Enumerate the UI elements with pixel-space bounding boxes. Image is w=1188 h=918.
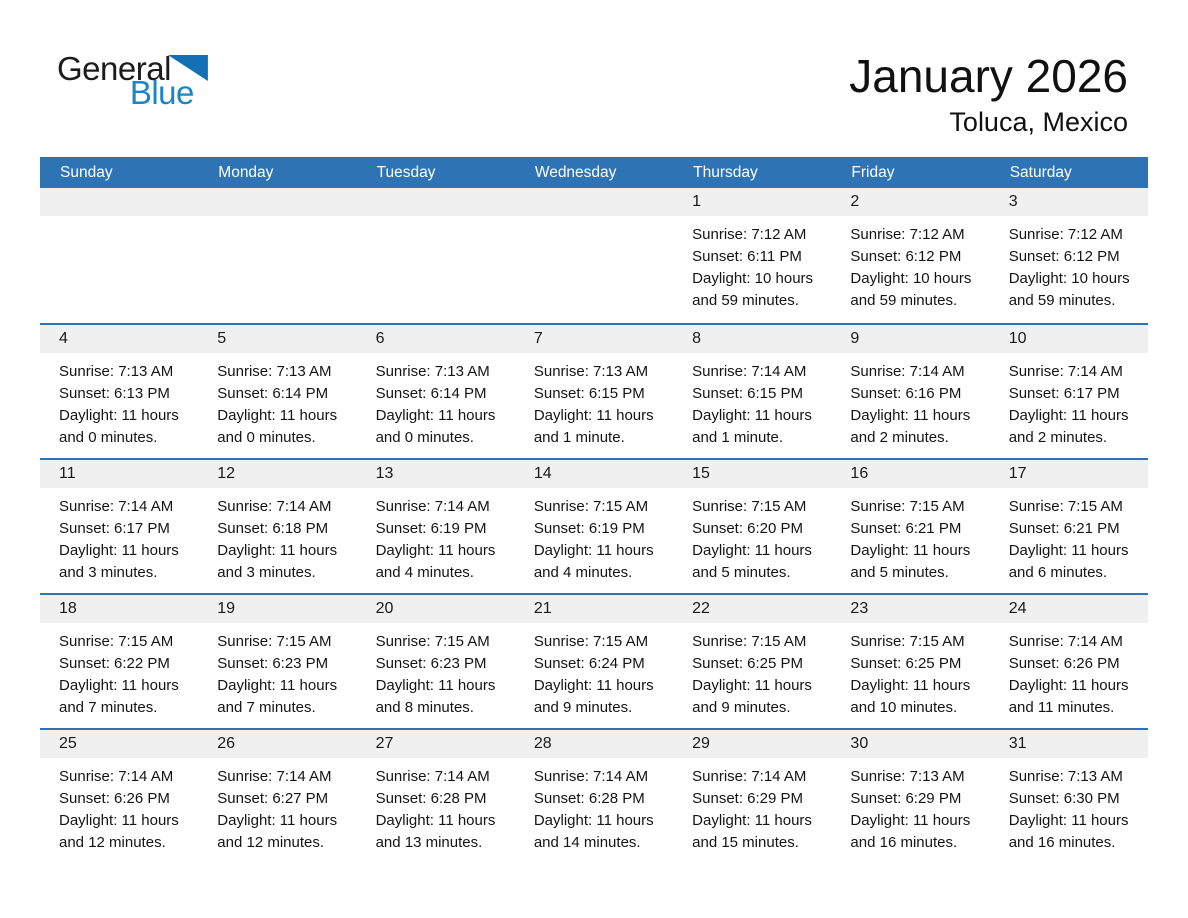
day-number: 1 xyxy=(673,188,831,216)
sunrise-line: Sunrise: 7:13 AM xyxy=(850,768,965,785)
day-number xyxy=(515,188,673,216)
weekday-header-saturday: Saturday xyxy=(1009,163,1072,181)
page-title: January 2026 xyxy=(849,50,1128,102)
sunrise-line: Sunrise: 7:14 AM xyxy=(692,768,807,785)
daylight-hours-line: Daylight: 11 hours xyxy=(217,677,338,694)
sunrise-line: Sunrise: 7:12 AM xyxy=(1008,226,1123,243)
sunset-line: Sunset: 6:26 PM xyxy=(59,790,170,807)
day-details xyxy=(831,623,989,719)
title-block xyxy=(849,52,1148,138)
daylight-minutes-line: and 9 minutes. xyxy=(533,699,633,716)
daylight-minutes-line: and 59 minutes. xyxy=(850,292,958,309)
day-cell-23 xyxy=(831,595,989,728)
daylight-hours-line: Daylight: 11 hours xyxy=(850,407,971,424)
day-details xyxy=(198,353,356,449)
day-cell-25 xyxy=(40,730,198,863)
logo-text-blue: Blue xyxy=(129,74,194,111)
daylight-hours-line: Daylight: 11 hours xyxy=(59,407,179,424)
sunrise-line: Sunrise: 7:14 AM xyxy=(217,498,332,515)
sunrise-line: Sunrise: 7:13 AM xyxy=(59,363,174,380)
daylight-hours-line: Daylight: 11 hours xyxy=(217,407,338,424)
sunrise-line: Sunrise: 7:14 AM xyxy=(1008,633,1123,650)
sunrise-line: Sunrise: 7:15 AM xyxy=(1008,498,1123,515)
day-number: 25 xyxy=(40,730,198,758)
sunrise-line: Sunrise: 7:14 AM xyxy=(692,363,807,380)
day-number: 2 xyxy=(831,188,989,216)
day-cell-28 xyxy=(515,730,673,863)
sunrise-line: Sunrise: 7:14 AM xyxy=(850,363,965,380)
daylight-minutes-line: and 9 minutes. xyxy=(692,699,791,716)
daylight-hours-line: Daylight: 11 hours xyxy=(850,812,971,829)
day-details xyxy=(198,488,356,584)
day-number: 15 xyxy=(673,460,831,488)
daylight-minutes-line: and 1 minute. xyxy=(533,429,625,446)
day-cell-19 xyxy=(198,595,356,728)
day-details xyxy=(515,353,673,449)
day-number: 13 xyxy=(357,460,515,488)
week-row-5 xyxy=(40,728,1148,863)
daylight-hours-line: Daylight: 11 hours xyxy=(217,812,338,829)
daylight-hours-line: Daylight: 10 hours xyxy=(692,270,814,287)
daylight-hours-line: Daylight: 11 hours xyxy=(375,407,496,424)
daylight-minutes-line: and 59 minutes. xyxy=(692,292,799,309)
day-cell-3 xyxy=(990,188,1148,323)
sunrise-line: Sunrise: 7:15 AM xyxy=(375,633,490,650)
sunset-line: Sunset: 6:29 PM xyxy=(850,790,962,807)
day-details xyxy=(515,758,673,854)
daylight-minutes-line: and 5 minutes. xyxy=(850,564,949,581)
sunrise-line: Sunrise: 7:14 AM xyxy=(217,768,332,785)
day-details xyxy=(831,216,989,312)
day-cell-15 xyxy=(673,460,831,593)
day-number: 30 xyxy=(831,730,989,758)
sunset-line: Sunset: 6:18 PM xyxy=(217,520,329,537)
day-number: 27 xyxy=(357,730,515,758)
sunset-line: Sunset: 6:30 PM xyxy=(1008,790,1120,807)
day-cell-26 xyxy=(198,730,356,863)
day-details xyxy=(40,758,198,854)
daylight-minutes-line: and 4 minutes. xyxy=(375,564,474,581)
day-cell-29 xyxy=(673,730,831,863)
calendar-page xyxy=(40,0,1148,863)
empty-day-cell xyxy=(40,188,198,323)
day-number xyxy=(198,188,356,216)
sunset-line: Sunset: 6:14 PM xyxy=(375,385,487,402)
daylight-minutes-line: and 8 minutes. xyxy=(375,699,474,716)
daylight-minutes-line: and 2 minutes. xyxy=(850,429,949,446)
day-cell-5 xyxy=(198,325,356,458)
sunset-line: Sunset: 6:12 PM xyxy=(850,248,962,265)
week-row-4 xyxy=(40,593,1148,728)
day-details xyxy=(831,353,989,449)
day-details xyxy=(515,488,673,584)
day-cell-30 xyxy=(831,730,989,863)
daylight-hours-line: Daylight: 11 hours xyxy=(59,812,179,829)
daylight-minutes-line: and 0 minutes. xyxy=(59,429,158,446)
day-details xyxy=(198,623,356,719)
day-number: 12 xyxy=(198,460,356,488)
day-details xyxy=(357,488,515,584)
sunset-line: Sunset: 6:19 PM xyxy=(533,520,645,537)
sunset-line: Sunset: 6:28 PM xyxy=(533,790,645,807)
daylight-minutes-line: and 3 minutes. xyxy=(217,564,316,581)
day-cell-18 xyxy=(40,595,198,728)
daylight-minutes-line: and 0 minutes. xyxy=(217,429,316,446)
day-number: 31 xyxy=(990,730,1148,758)
weekday-header-row xyxy=(40,157,1148,188)
day-number: 8 xyxy=(673,325,831,353)
daylight-minutes-line: and 16 minutes. xyxy=(850,834,958,851)
day-details xyxy=(357,353,515,449)
day-cell-22 xyxy=(673,595,831,728)
sunset-line: Sunset: 6:25 PM xyxy=(692,655,804,672)
daylight-minutes-line: and 11 minutes. xyxy=(1008,699,1115,716)
sunset-line: Sunset: 6:12 PM xyxy=(1008,248,1120,265)
day-cell-9 xyxy=(831,325,989,458)
daylight-hours-line: Daylight: 11 hours xyxy=(533,407,654,424)
location-subtitle: Toluca, Mexico xyxy=(949,107,1128,138)
weekday-header-friday: Friday xyxy=(851,163,895,181)
daylight-hours-line: Daylight: 11 hours xyxy=(533,542,654,559)
day-details xyxy=(990,488,1148,584)
sunset-line: Sunset: 6:16 PM xyxy=(850,385,962,402)
daylight-minutes-line: and 7 minutes. xyxy=(217,699,316,716)
sunrise-line: Sunrise: 7:15 AM xyxy=(692,633,807,650)
sunset-line: Sunset: 6:26 PM xyxy=(1008,655,1120,672)
day-details xyxy=(40,216,198,224)
day-cell-13 xyxy=(357,460,515,593)
day-number: 9 xyxy=(831,325,989,353)
day-details xyxy=(198,216,356,224)
day-cell-31 xyxy=(990,730,1148,863)
day-details xyxy=(673,353,831,449)
sunrise-line: Sunrise: 7:14 AM xyxy=(59,498,174,515)
sunrise-line: Sunrise: 7:13 AM xyxy=(533,363,649,380)
weekday-header-thursday: Thursday xyxy=(693,163,758,181)
sunset-line: Sunset: 6:20 PM xyxy=(692,520,804,537)
day-details xyxy=(40,488,198,584)
day-details xyxy=(673,623,831,719)
day-number: 5 xyxy=(198,325,356,353)
daylight-hours-line: Daylight: 11 hours xyxy=(59,542,179,559)
empty-day-cell xyxy=(357,188,515,323)
day-cell-14 xyxy=(515,460,673,593)
day-cell-16 xyxy=(831,460,989,593)
day-details xyxy=(990,623,1148,719)
day-cell-27 xyxy=(357,730,515,863)
day-details xyxy=(357,623,515,719)
sunset-line: Sunset: 6:15 PM xyxy=(533,385,645,402)
sunrise-line: Sunrise: 7:12 AM xyxy=(850,226,965,243)
day-cell-10 xyxy=(990,325,1148,458)
day-cell-24 xyxy=(990,595,1148,728)
sunset-line: Sunset: 6:21 PM xyxy=(1008,520,1120,537)
day-details xyxy=(990,353,1148,449)
daylight-hours-line: Daylight: 11 hours xyxy=(1008,677,1129,694)
sunset-line: Sunset: 6:29 PM xyxy=(692,790,804,807)
sunrise-line: Sunrise: 7:14 AM xyxy=(1008,363,1123,380)
sunset-line: Sunset: 6:28 PM xyxy=(375,790,487,807)
daylight-hours-line: Daylight: 11 hours xyxy=(692,677,812,694)
day-number: 17 xyxy=(990,460,1148,488)
sunset-line: Sunset: 6:24 PM xyxy=(533,655,645,672)
day-details xyxy=(673,216,831,312)
day-details xyxy=(515,623,673,719)
sunset-line: Sunset: 6:17 PM xyxy=(1008,385,1120,402)
sunrise-line: Sunrise: 7:15 AM xyxy=(850,498,965,515)
daylight-hours-line: Daylight: 11 hours xyxy=(533,812,654,829)
daylight-minutes-line: and 5 minutes. xyxy=(692,564,791,581)
sunset-line: Sunset: 6:15 PM xyxy=(692,385,804,402)
sunrise-line: Sunrise: 7:13 AM xyxy=(1008,768,1123,785)
day-number: 7 xyxy=(515,325,673,353)
sunset-line: Sunset: 6:23 PM xyxy=(217,655,329,672)
sunrise-line: Sunrise: 7:15 AM xyxy=(59,633,174,650)
sunset-line: Sunset: 6:13 PM xyxy=(59,385,170,402)
general-blue-logo xyxy=(57,52,208,109)
sunrise-line: Sunrise: 7:15 AM xyxy=(533,633,649,650)
day-number: 6 xyxy=(357,325,515,353)
daylight-minutes-line: and 1 minute. xyxy=(692,429,784,446)
logo-text-general: General xyxy=(57,50,171,87)
daylight-minutes-line: and 0 minutes. xyxy=(375,429,474,446)
day-cell-12 xyxy=(198,460,356,593)
day-number: 19 xyxy=(198,595,356,623)
day-number: 21 xyxy=(515,595,673,623)
day-number: 10 xyxy=(990,325,1148,353)
week-row-3 xyxy=(40,458,1148,593)
sunset-line: Sunset: 6:23 PM xyxy=(375,655,487,672)
page-header xyxy=(40,0,1148,157)
day-details xyxy=(357,758,515,854)
sunset-line: Sunset: 6:25 PM xyxy=(850,655,962,672)
sunrise-line: Sunrise: 7:14 AM xyxy=(533,768,649,785)
day-cell-17 xyxy=(990,460,1148,593)
sunset-line: Sunset: 6:21 PM xyxy=(850,520,962,537)
day-cell-4 xyxy=(40,325,198,458)
daylight-minutes-line: and 3 minutes. xyxy=(59,564,158,581)
daylight-minutes-line: and 4 minutes. xyxy=(533,564,633,581)
daylight-hours-line: Daylight: 11 hours xyxy=(217,542,338,559)
daylight-minutes-line: and 13 minutes. xyxy=(375,834,483,851)
weekday-header-monday: Monday xyxy=(218,163,274,181)
day-details xyxy=(357,216,515,224)
sunrise-line: Sunrise: 7:14 AM xyxy=(375,498,490,515)
sunset-line: Sunset: 6:19 PM xyxy=(375,520,487,537)
day-cell-11 xyxy=(40,460,198,593)
daylight-hours-line: Daylight: 11 hours xyxy=(1008,407,1129,424)
day-cell-8 xyxy=(673,325,831,458)
day-cell-20 xyxy=(357,595,515,728)
calendar-grid xyxy=(40,188,1148,863)
daylight-hours-line: Daylight: 11 hours xyxy=(692,407,812,424)
day-number: 11 xyxy=(40,460,198,488)
sunrise-line: Sunrise: 7:13 AM xyxy=(217,363,332,380)
daylight-minutes-line: and 12 minutes. xyxy=(217,834,325,851)
day-details xyxy=(40,353,198,449)
sunrise-line: Sunrise: 7:15 AM xyxy=(217,633,332,650)
day-number: 14 xyxy=(515,460,673,488)
sunset-line: Sunset: 6:27 PM xyxy=(217,790,329,807)
daylight-hours-line: Daylight: 10 hours xyxy=(850,270,972,287)
day-cell-21 xyxy=(515,595,673,728)
day-details xyxy=(673,758,831,854)
day-number: 22 xyxy=(673,595,831,623)
day-cell-7 xyxy=(515,325,673,458)
day-cell-1 xyxy=(673,188,831,323)
weekday-header-wednesday: Wednesday xyxy=(534,163,617,181)
daylight-minutes-line: and 15 minutes. xyxy=(692,834,799,851)
day-number: 23 xyxy=(831,595,989,623)
day-number: 4 xyxy=(40,325,198,353)
day-details xyxy=(515,216,673,224)
day-details xyxy=(40,623,198,719)
sunrise-line: Sunrise: 7:15 AM xyxy=(850,633,965,650)
day-number: 28 xyxy=(515,730,673,758)
daylight-hours-line: Daylight: 11 hours xyxy=(533,677,654,694)
day-cell-2 xyxy=(831,188,989,323)
daylight-hours-line: Daylight: 11 hours xyxy=(59,677,179,694)
weekday-header-tuesday: Tuesday xyxy=(376,163,436,181)
sunrise-line: Sunrise: 7:13 AM xyxy=(375,363,490,380)
day-number: 24 xyxy=(990,595,1148,623)
day-number: 3 xyxy=(990,188,1148,216)
daylight-hours-line: Daylight: 11 hours xyxy=(375,812,496,829)
day-details xyxy=(831,758,989,854)
daylight-hours-line: Daylight: 10 hours xyxy=(1008,270,1130,287)
sunrise-line: Sunrise: 7:15 AM xyxy=(533,498,649,515)
day-details xyxy=(673,488,831,584)
daylight-minutes-line: and 59 minutes. xyxy=(1008,292,1116,309)
day-number: 16 xyxy=(831,460,989,488)
sunset-line: Sunset: 6:22 PM xyxy=(59,655,170,672)
day-number: 18 xyxy=(40,595,198,623)
daylight-hours-line: Daylight: 11 hours xyxy=(1008,542,1129,559)
day-details xyxy=(831,488,989,584)
week-row-2 xyxy=(40,323,1148,458)
daylight-minutes-line: and 12 minutes. xyxy=(59,834,166,851)
daylight-hours-line: Daylight: 11 hours xyxy=(850,677,971,694)
daylight-hours-line: Daylight: 11 hours xyxy=(1008,812,1129,829)
daylight-hours-line: Daylight: 11 hours xyxy=(692,542,812,559)
day-number: 20 xyxy=(357,595,515,623)
day-details xyxy=(198,758,356,854)
sunrise-line: Sunrise: 7:15 AM xyxy=(692,498,807,515)
daylight-minutes-line: and 7 minutes. xyxy=(59,699,158,716)
sunset-line: Sunset: 6:17 PM xyxy=(59,520,170,537)
daylight-hours-line: Daylight: 11 hours xyxy=(375,542,496,559)
day-number xyxy=(357,188,515,216)
day-details xyxy=(990,216,1148,312)
day-number: 29 xyxy=(673,730,831,758)
daylight-minutes-line: and 6 minutes. xyxy=(1008,564,1108,581)
sunset-line: Sunset: 6:11 PM xyxy=(692,248,802,265)
day-cell-6 xyxy=(357,325,515,458)
daylight-hours-line: Daylight: 11 hours xyxy=(850,542,971,559)
day-number: 26 xyxy=(198,730,356,758)
sunset-line: Sunset: 6:14 PM xyxy=(217,385,329,402)
weekday-header-sunday: Sunday xyxy=(60,163,113,181)
sunrise-line: Sunrise: 7:14 AM xyxy=(375,768,490,785)
daylight-minutes-line: and 14 minutes. xyxy=(533,834,641,851)
daylight-hours-line: Daylight: 11 hours xyxy=(375,677,496,694)
week-row-1 xyxy=(40,188,1148,323)
daylight-minutes-line: and 10 minutes. xyxy=(850,699,958,716)
empty-day-cell xyxy=(515,188,673,323)
daylight-minutes-line: and 2 minutes. xyxy=(1008,429,1108,446)
day-details xyxy=(990,758,1148,854)
empty-day-cell xyxy=(198,188,356,323)
sunrise-line: Sunrise: 7:12 AM xyxy=(692,226,807,243)
sunrise-line: Sunrise: 7:14 AM xyxy=(59,768,174,785)
daylight-minutes-line: and 16 minutes. xyxy=(1008,834,1116,851)
day-number xyxy=(40,188,198,216)
daylight-hours-line: Daylight: 11 hours xyxy=(692,812,812,829)
